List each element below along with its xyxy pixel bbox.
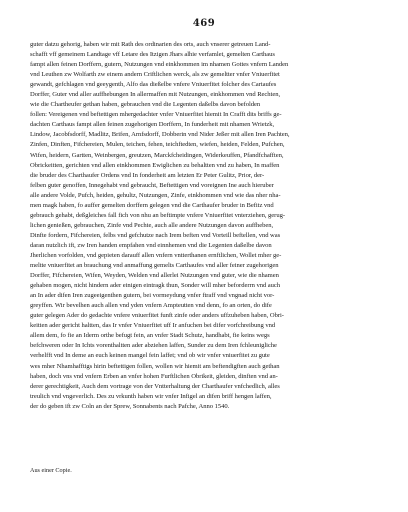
text-line: felben guter genoffen, Innegehabt vnd gebraucht, Beftettigen vnd voreignen Ine auch hieruber — [30, 181, 274, 189]
text-line: fampt allen feinen Dorffern, gutern, Nutzungen vnd einkhommen im nhamen Gottes vnfern Landen — [30, 61, 289, 69]
text-line: wie die Chartheufer gethan haben, gebrauchen vnd die Legenten daßelbs davon befolden — [30, 101, 261, 109]
text-line: keitten ader gericht haltten, das Ir vnfer Vniuerfitet uff Ir anfuchen bei difer vorfchreibung vnd — [30, 322, 276, 330]
text-line: haben, doch vns vnd vnfern Erben an vnfer hohen Furftlichen Obrikeit, gleiden, dinften vnd an- — [30, 372, 278, 380]
text-line: guter gelegen Ader do gedachte vnfere vniuerfitet funft zinfe oder anders uffzuheben haben, Obri- — [30, 312, 284, 320]
text-line: daran nutzlich ift, zw Iren handen empfahen vnd einnhemen vnd die Legenten daßelbe davon — [30, 241, 272, 249]
text-line: follen: Vereigenen vnd beftettigen mhergedachter vnfer Vniuerfitet hiemit In Crafft dits briffs ge- — [30, 111, 282, 119]
text-line: an In ader difen Iren zugeeigenthen gutern, bei vormeydung vnfer ftraff vnd vngnad nicht vor- — [30, 292, 275, 300]
text-line: lichen genießen, gebrauchen, Zinfe vnd Pechte, auch alle andere Nutzungen davon auffheben, — [30, 221, 274, 229]
text-line: treulich vnd vngeverlich. Des zu vrkunth haben wir vnfer Infigel an difen briff hengen laffen, — [30, 392, 272, 400]
text-line: Dinfte fordern, Fifchereien, felbs vnd gefchutze nach Irem beften vnd Vorteill beftellen, vnd was — [30, 231, 281, 239]
text-line: die bruder des Charthaufer Ordens vnd In fonderheit am letzten Er Peter Gulitz, Prior, der- — [30, 171, 265, 179]
text-line: gebrauch gehabt, deßgleiches fall fich von nhu an beftimpte vnfere Vniuerfitet vnterziehen, gerug- — [30, 211, 285, 219]
text-line: gehaben mogen, nicht hindern ader einigen eintragk thun, Sonder will mher beforderrn vnd auch — [30, 282, 281, 290]
page-number: 469 — [192, 18, 216, 29]
text-line: vnd Leuthen zw Wolfarth zw einem andern Criftlichen werck, als zw gemeltter vnfer Vniuerfitet — [30, 71, 280, 79]
body-text — [30, 40, 384, 414]
text-line: schafft vff gemeinem Landtage vff Letare des Itzigen Jhars alhie verfamlet, gemelten Carthaus — [30, 51, 275, 59]
text-line: Obrickeitten, gerichten vnd allen einkhommen Ewiglichen zu behaltten vnd zu haben, In maffen — [30, 161, 280, 169]
text-line: allem dem, fo fie an Iderm orthe befugt fein, an vnfer Stadt Schutz, handhabt, fie keins wegs — [30, 332, 270, 340]
text-line: meltte vniuerfitet an brauchung vnd anmaffung gemelts Carthaufes vnd aller feiner zugehorigen — [30, 262, 279, 270]
text-line: gewandt, gefchlagen vnd geeygenth, Alfo das dießelbe vnfere Vniuerfitet folcher des Cartaufes — [30, 81, 277, 89]
text-line: dachten Carthaus fampt allen feinen zugehorigen Dorffern, In funderheit mit nhamen Wrietzk, — [30, 121, 275, 129]
text-line: Dorffer, Guter vnd aller auffhebungen In allermaffen mit Nutzungen, einkhommen vnd Rechten, — [30, 91, 281, 99]
text-line: alle andere Volde, Pufch, heiden, gehultz, Nutzungen, Zinfe, einkhommen vnd wie das nher nha- — [30, 191, 281, 199]
text-line: Zinfen, Dinften, Fifchereien, Mulen, teichen, fehen, teichftedten, wiefen, heiden, Felden, Pufchen, — [30, 141, 285, 149]
text-line: Dorffer, Fifchereien, Wifen, Weyden, Welden vnd allerlei Nutzungen vnd guter, wie die nhamen — [30, 272, 279, 280]
text-line: greyffen. Wir bevelhen auch allen vnd yden vnfern Ampteutten vnd denn, fo an orten, do dife — [30, 302, 272, 310]
text-line: derer gerechtigkeit, Auch dem vortrage von der Vntterhaltung der Charthaufer vnfchedlich, alles — [30, 382, 280, 390]
source-note: Aus einer Copie. — [30, 467, 72, 474]
text-line: Lindow, Jacobfsdorff, Madlitz, Brifen, Arnfsdorff, Dobberin vnd Nider Jeßer mit allen Iren Pachten, — [30, 131, 290, 139]
text-line: befchweren oder In Ichts vorenthaltten ader abziehen laffen, Sunder zu dem Iren fchleunigliche — [30, 342, 277, 350]
text-line: verhelfft vnd In deme an euch keinen mangel fein laffet; vnd ob wir vnfer vniuerfitet zu gute — [30, 352, 270, 360]
text-line: men magk haben, fo auffer gemelten dorffern gelegen vnd die Carthaufer bruder in Befitz vnd — [30, 201, 274, 209]
text-line: der do geben ift zw Coln an der Sprew, Sonnabents nach Pafche, Anno 1540. — [30, 402, 230, 410]
text-line: Wifen, heidern, Gartten, Weinbergen, greutzen, Marckfcheidingen, Widerkeuffen, Pfandfchafften, — [30, 151, 284, 159]
text-line: wes mher Nhamhafftigs hirin beftettigen follen, wollen wir hiemit am beftendigften auch gethan — [30, 362, 280, 370]
text-line: Jherlichen vorfolden, vnd gepieten darauff allen vnfern vntterthanen ernftlichen, Wollet mher ge- — [30, 251, 282, 259]
text-line: guter datzu gehorig, haben wir mit Rath des ordinarien des orts, auch vnserer getreuen Land- — [30, 41, 271, 48]
